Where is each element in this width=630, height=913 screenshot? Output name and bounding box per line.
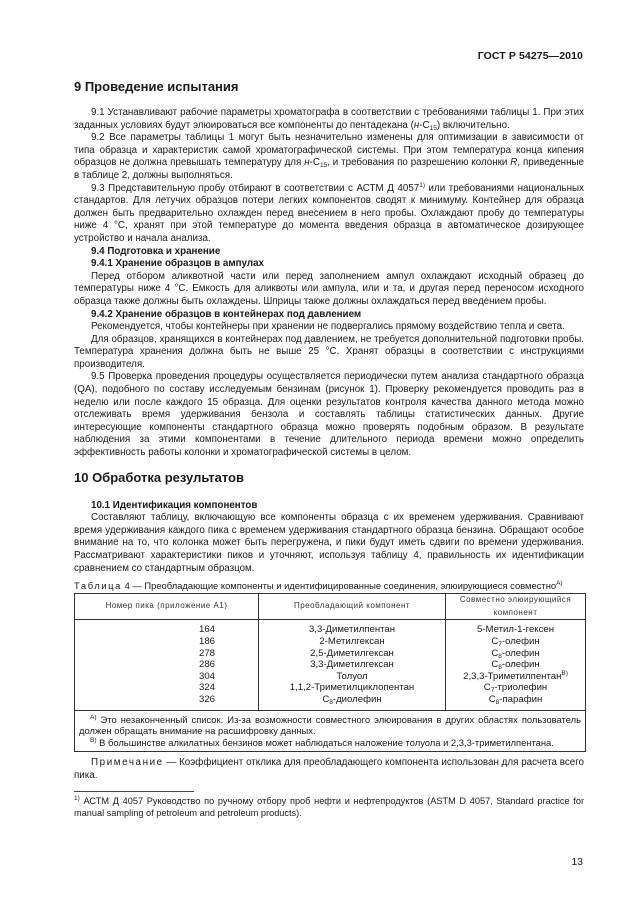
page-number: 13 — [571, 856, 583, 868]
column-header-main: Преобладающий компонент — [259, 594, 446, 620]
section-10-title: 10 Обработка результатов — [74, 469, 244, 485]
table-footnote-a: $^{A)}$ Это незаконченный список. Из-за возможности совместного элюирования в других областях пользователь должен обращать внимание на расшифровку данных. — [79, 713, 581, 737]
table-cell: 2,3,3-Триметилпентан$^{B)}$ — [463, 669, 568, 682]
paragraph-9-5: 9.5 Проверка проведения процедуры осуществляется периодически путем анализа стандартного образца (QA), подобного по составу исследуемым бензинам (рисунок 1). Проверку рекомендуется проводить раз в неделю или после каждого 15 образца. Для оценки результатов контроля качества данного метода можно отслеживать время удерживания бензола и составлять таблицы статистических данных. Другие интересующие компоненты стандартного образца можно проверять подобным образом. В результате наблюдения за этими компонентами в течение длительного периода времени можно определить эффективность работы колонки и хроматографической системы в целом. — [74, 371, 584, 459]
page-content — [74, 79, 584, 819]
paragraph-10-1: Составляют таблицу, включающую все компоненты образца с их временем удерживания. Сравнивают время удерживания каждого пика с временем удерживания стандартного образца бензина. Обращают особое внимание на то, что колонка может быть перегружена, и пики будут иметь сдвиги по времени удерживания. Рассматривают характеристики пиков и уточняют, используя таблицу 4, правильность их идентификации сравнением со стандартным образцом. — [74, 512, 584, 574]
paragraph-9-2: 9.2 Все параметры таблицы 1 могут быть незначительно изменены для оптимизации в зависимости от типа образца и характеристик самой хроматографической системы. При этом температура конца кипения образцов не должна превышать температуру для $н-С_{15}$, и требования по разрешению колонки R, приведенные в таблице 2, должны выполняться. — [74, 132, 584, 181]
paragraph-9-4-2-b: Для образцов, хранящихся в контейнерах под давлением, не требуется дополнительной подготовки пробы. Температура хранения должна быть не выше 25 °С. Хранят образцы в соответствии с инструкциями производителя. — [74, 333, 584, 370]
table-cell: 186 — [198, 635, 215, 647]
table-cell: 1,1,2-Триметилциклопентан — [289, 682, 415, 694]
main-components-cell — [259, 624, 446, 710]
table-cell: 5-Метил-1-гексен — [476, 624, 555, 636]
footnote-ref-1: 1) — [419, 181, 425, 189]
paragraph-9-1: 9.1 Устанавливают рабочие параметры хроматографа в соответствии с требованиями таблицы 1. При этих заданных условиях будут элюироваться все компоненты до пентадекана $(н-С_{15})$ включительно. — [74, 107, 584, 132]
table-cell: 326 — [198, 693, 215, 705]
section-9-4-1-title: 9.4.1 Хранение образцов в ампулах — [91, 258, 264, 270]
footnote-divider — [74, 791, 194, 792]
standard-code: ГОСТ Р 54275—2010 — [477, 50, 583, 62]
table-cell: 164 — [198, 624, 215, 636]
section-9-title: 9 Проведение испытания — [74, 79, 239, 94]
paragraph-9-4-2-a: Рекомендуется, чтобы контейнеры при хранении не подвергались прямому воздействию тепла и света. — [91, 321, 565, 333]
table-note: Примечание — Коэффициент отклика для преобладающего компонента использован для расчета всего пика. — [74, 757, 584, 781]
table-cell: 3,3-Диметилгексан — [310, 659, 394, 671]
table-cell: 304 — [198, 670, 215, 682]
table-cell: $С_8$-олефин — [491, 659, 540, 672]
paragraph-9-4-1: Перед отбором аликвотной части или перед заполнением ампул охлаждают исходный образец до температуры ниже 4 °С. Емкость для аликвоты или ампула, или и та, и другая перед переносом исходного образца также должны быть охлаждены. Шприцы также должны охлаждаться перед введением пробы. — [74, 270, 584, 307]
page-footnote: $^{1)}$ АСТМ Д 4057 Руководство по ручному отбору проб нефти и нефтепродуктов (ASTM D 4057, Standard practice for manual sampling of petroleum and petroleum products). — [74, 795, 584, 819]
table-footnote-b: $^{B)}$ В большинстве алкилатных бензинов может наблюдаться наложение толуола и 2,3,3-триметилпентана. — [90, 736, 554, 748]
table-cell: 3,3-Диметилпентан — [308, 624, 396, 636]
table-cell: 324 — [198, 682, 215, 694]
table-cell: $С_7$-триолефин — [483, 682, 548, 695]
section-10-1-title: 10.1 Идентификация компонентов — [91, 499, 258, 511]
paragraph-9-3: 9.3 Представительную пробу отбирают в соответствии с АСТМ Д 4057$^{1)}$ или требованиями национальных стандартов. Для летучих образцов потери легких компонентов сводят к минимуму. Контейнер для образца должен быть предварительно охлажден перед внесением в него пробы. Охлаждают пробу до температуры ниже 4 °С, хранят при этой температуре до момента введения образца в автоматическое дозирующее устройство и начала анализа. — [74, 181, 584, 244]
table-cell: $С_8$-парафин — [488, 693, 543, 706]
table-cell: Толуол — [336, 670, 368, 682]
table-cell: 286 — [198, 659, 215, 671]
section-9-4-title: 9.4 Подготовка и хранение — [91, 245, 221, 257]
table-4-caption: Таблица 4 — Преобладающие компоненты и идентифицированные соединения, элюирующиеся совместно$^{A)}$ — [74, 580, 563, 592]
table-cell: 2-Метилгексан — [319, 635, 385, 647]
table-cell: $С_8$-олефин — [491, 647, 540, 660]
section-9-4-2-title: 9.4.2 Хранение образцов в контейнерах под давлением — [91, 308, 362, 320]
table-cell: $С_7$-олефин — [491, 635, 540, 648]
column-header-peak: Номер пика (приложение А1) — [75, 594, 259, 620]
table-footnotes — [75, 710, 586, 752]
table-4 — [74, 593, 586, 752]
table-cell: $С_8$-диолефин — [322, 693, 382, 706]
column-header-coeluting: Совместно элюирующийся компонент — [446, 594, 586, 620]
coeluting-components-cell — [446, 624, 586, 710]
table-cell: 2,5-Диметилгексан — [310, 647, 394, 659]
peak-numbers-cell — [75, 624, 259, 710]
table-body — [75, 624, 586, 710]
table-cell: 278 — [198, 647, 215, 659]
